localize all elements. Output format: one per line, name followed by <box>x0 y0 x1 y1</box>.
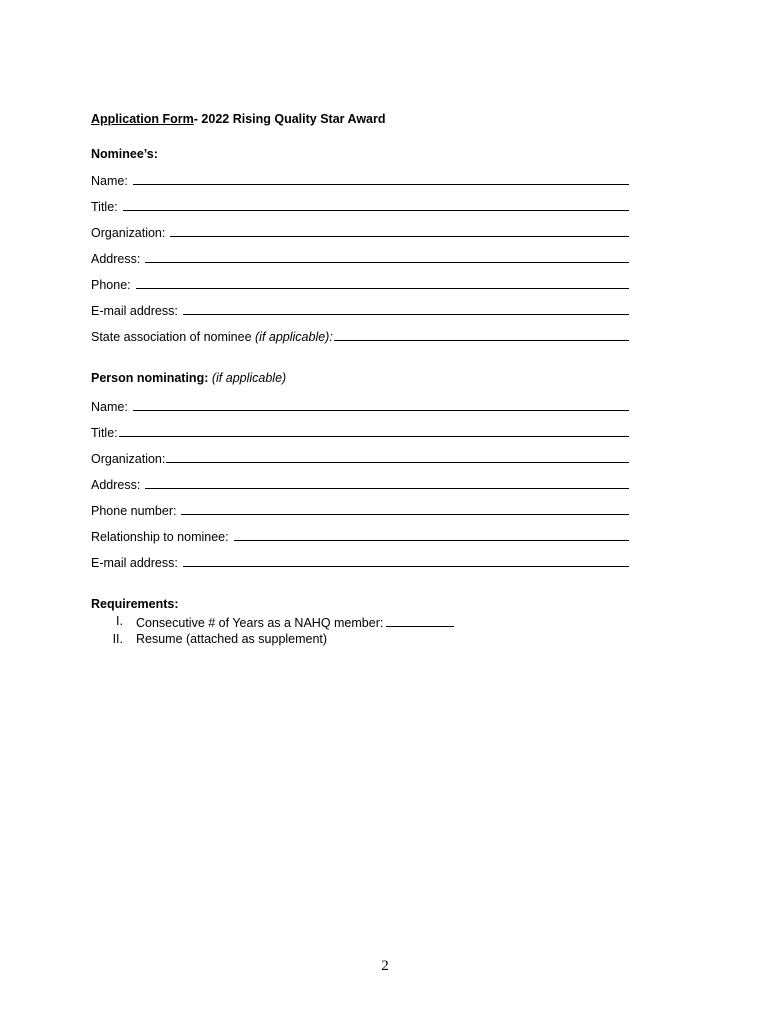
list-item-text: Resume (attached as supplement) <box>136 632 328 646</box>
nominee-name-blank[interactable] <box>133 184 629 185</box>
field-label: E-mail address: <box>91 556 178 570</box>
nominator-title-blank[interactable] <box>119 436 629 437</box>
requirements-heading: Requirements: <box>91 597 179 611</box>
nominee-organization-blank[interactable] <box>170 236 629 237</box>
field-label: Name: <box>91 400 128 414</box>
nominator-email-blank[interactable] <box>183 566 629 567</box>
nominator-phone-field[interactable] <box>91 502 629 518</box>
nominee-organization-field[interactable] <box>91 224 629 240</box>
field-label: Address: <box>91 252 141 266</box>
field-label-text: State association of nominee <box>91 330 255 344</box>
nominee-phone-blank[interactable] <box>136 288 629 289</box>
nominee-title-blank[interactable] <box>123 210 629 211</box>
field-label: Name: <box>91 174 128 188</box>
nominee-address-field[interactable] <box>91 250 629 266</box>
field-label: E-mail address: <box>91 304 178 318</box>
field-label: Title: <box>91 200 118 214</box>
field-label: Title: <box>91 426 118 440</box>
form-title-rest: - 2022 Rising Quality Star Award <box>193 112 386 126</box>
nominee-email-blank[interactable] <box>183 314 629 315</box>
list-item-text-wrapper <box>136 614 454 630</box>
nominator-address-blank[interactable] <box>145 488 629 489</box>
nominee-name-field[interactable] <box>91 172 629 188</box>
page-number: 2 <box>381 958 389 974</box>
nominator-organization-field[interactable] <box>91 450 629 466</box>
field-label: Phone: <box>91 278 131 292</box>
field-label <box>91 330 333 344</box>
nominee-email-field[interactable] <box>91 302 629 318</box>
form-title-underlined: Application Form <box>91 112 194 126</box>
nominator-heading-note: (if applicable) <box>211 371 287 385</box>
nominator-title-field[interactable] <box>91 424 629 440</box>
list-item-number: II. <box>112 632 123 646</box>
nominator-heading <box>91 371 286 385</box>
nominator-address-field[interactable] <box>91 476 629 492</box>
nominee-address-blank[interactable] <box>145 262 629 263</box>
nominee-phone-field[interactable] <box>91 276 629 292</box>
list-item-text: Consecutive # of Years as a NAHQ member: <box>136 616 384 630</box>
years-member-blank[interactable] <box>386 614 454 627</box>
nominator-organization-blank[interactable] <box>166 462 629 463</box>
nominee-state-association-field[interactable] <box>91 328 629 344</box>
nominator-name-field[interactable] <box>91 398 629 414</box>
nominee-title-field[interactable] <box>91 198 629 214</box>
nominator-email-field[interactable] <box>91 554 629 570</box>
field-label-note: (if applicable): <box>255 330 333 344</box>
form-title <box>91 112 386 126</box>
nominator-heading-text: Person nominating: <box>91 371 209 385</box>
field-label: Phone number: <box>91 504 177 518</box>
field-label: Address: <box>91 478 141 492</box>
nominator-relationship-blank[interactable] <box>234 540 629 541</box>
nominator-relationship-field[interactable] <box>91 528 629 544</box>
field-label: Organization: <box>91 452 166 466</box>
nominator-name-blank[interactable] <box>133 410 629 411</box>
nominee-state-association-blank[interactable] <box>334 340 629 341</box>
nominee-heading: Nominee’s: <box>91 147 158 161</box>
field-label: Relationship to nominee: <box>91 530 229 544</box>
nominator-phone-blank[interactable] <box>181 514 629 515</box>
list-item-number: I. <box>116 614 123 628</box>
field-label: Organization: <box>91 226 166 240</box>
